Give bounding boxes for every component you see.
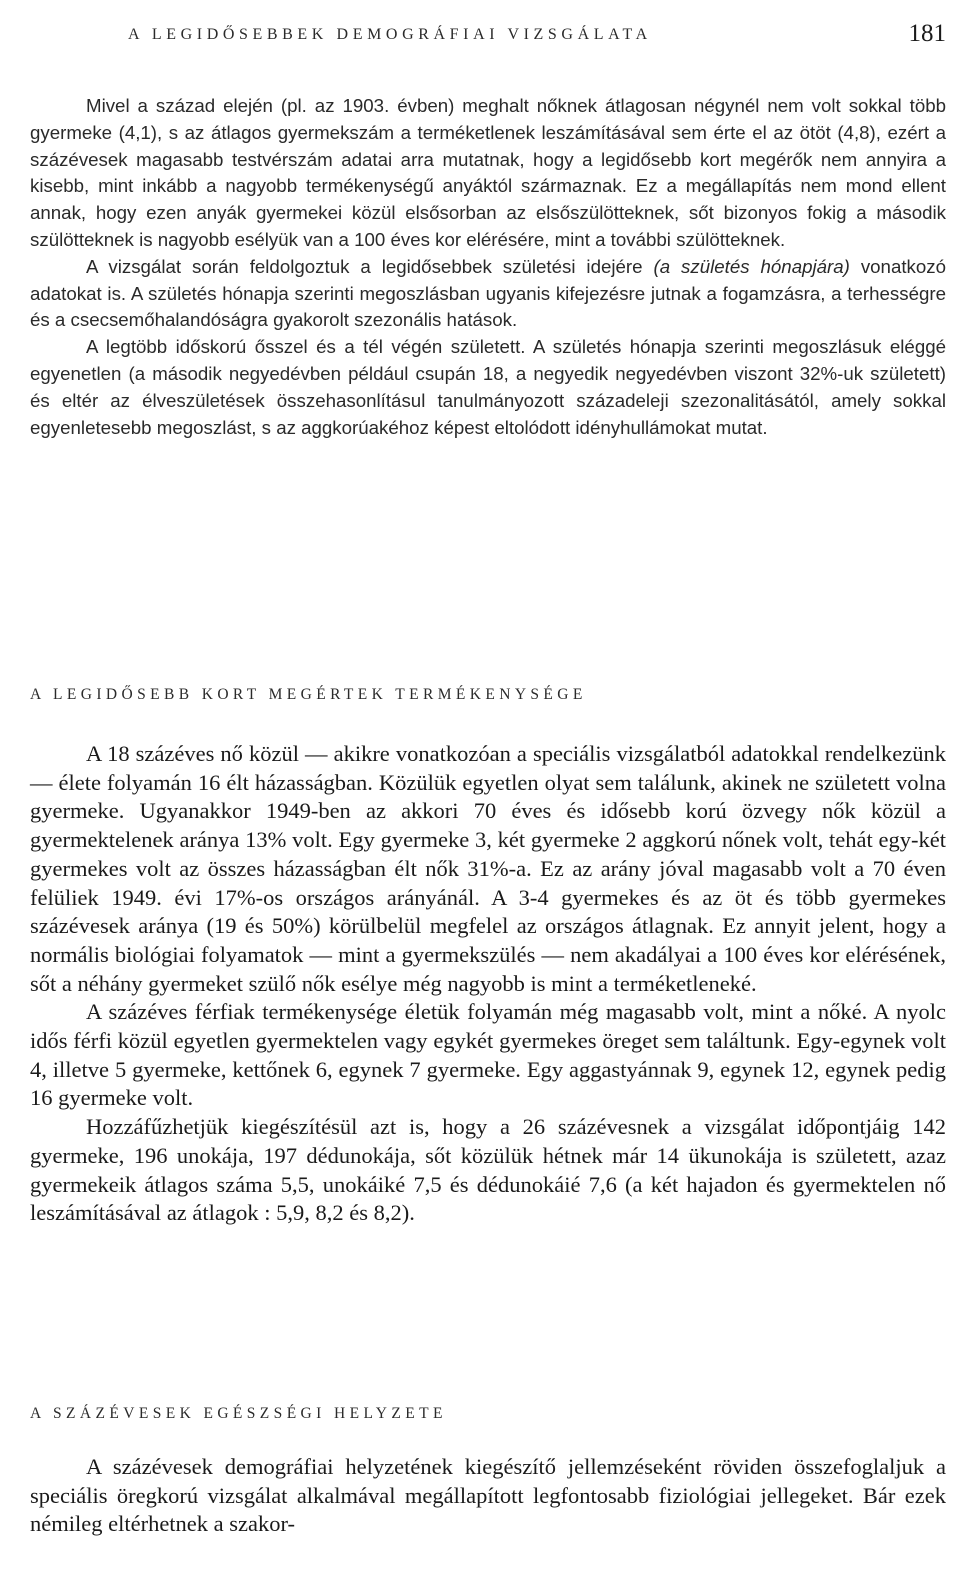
running-head — [30, 20, 946, 60]
paragraph: Mivel a század elején (pl. az 1903. évben) meghalt nőknek átlagosan négynél nem volt sokkal több gyermeke (4,1), s az átlagos gyermekszám a terméketlenek leszámításával sem érte el az ötöt (4,8), ezért a százévesek magasabb testvérszám adatai arra mutatnak, hogy a legidősebb kort megérők nem annyira a kisebb, mint inkább a nagyobb termékenységű anyáktól származnak. Ez a megállapítás nem mond ellent annak, hogy ezen anyák gyermekei közül elsősorban az elsőszülötteknek, sőt bizonyos fokig a második szülötteknek is nagyobb esélyük van a 100 éves kor elérésére, mint a további szülötteknek. — [30, 95, 946, 250]
body-section-health — [30, 1453, 946, 1539]
paragraph: A legtöbb időskorú ősszel és a tél végén született. A születés hónapja szerinti megoszlásuk eléggé egyenetlen (a második negyedévben például csupán 18, a negyedik negyedévben viszont 32%-uk született) és eltér az élveszületések összehasonlításul tanulmányozott századeleji szezonalitásától, amely sokkal egyenletesebb megoszlást, s az aggkorúakéhoz képest eltolódott idényhullámokat mutat. — [30, 336, 946, 438]
body-section-intro — [30, 93, 946, 441]
running-title: A LEGIDŐSEBBEK DEMOGRÁFIAI VIZSGÁLATA — [128, 26, 652, 43]
italic-text-run: (a születés hónapjára) — [653, 255, 850, 277]
paragraph: A 18 százéves nő közül — akikre vonatkozóan a speciális vizsgálatból adatokkal rendelkezünk — élete folyamán 16 élt házasságban. Közülük egyetlen olyat sem találunk, akinek ne született volna gyermeke. Ugyanakkor 1949-ben az akkori 70 éves és idősebb korú özvegy nők közül a gyermektelenek aránya 13% volt. Egy gyermeke 3, két gyermeke 2 aggkorú nőnek volt, tehát egy-két gyermekes volt az összes házasságban élt nők 31%-a. Ez az arány jóval magasabb volt a 70 éven felüliek 1949. évi 17%-os országos arányánál. A 3-4 gyermekes és az öt és több gyermekes százévesek aránya (19 és 50%) körülbelül megfelel az országos átlagnak. Ez annyit jelent, hogy a normális biológiai folyamatok — mint a gyermekszülés — nem akadályai a 100 éves kor elérésének, sőt a néhány gyermeket szülő nők esélye még nagyobb is mint a terméketleneké. — [30, 741, 946, 996]
page-number: 181 — [908, 20, 946, 47]
body-section-fertility — [30, 740, 946, 1228]
paragraph — [30, 254, 946, 334]
paragraph: Hozzáfűzhetjük kiegészítésül azt is, hogy a 26 százévesnek a vizsgálat időpontjáig 142 gyermeke, 196 unokája, 197 dédunokája, sőt közülük hétnek már 14 ükunokája is született, azaz gyermekeik átlagos száma 5,5, unokáiké 7,5 és dédunokáié 7,6 (a két hajadon és gyermektelen nő leszámításával az átlagok : 5,9, 8,2 és 8,2). — [30, 1114, 946, 1226]
text-run: vonatkozó adatokat is. A születés hónapja szerinti megoszlásban ugyanis kifejezésre jutnak a fogamzásra, a terhességre és a csecsemőhalandóságra gyakorolt szezonális hatások. — [30, 255, 947, 331]
section-heading: A LEGIDŐSEBB KORT MEGÉRTEK TERMÉKENYSÉGE — [30, 686, 587, 703]
document-page — [30, 20, 947, 1537]
text-run: A vizsgálat során feldolgoztuk a legidősebbek születési idejére — [86, 255, 654, 277]
paragraph: A százéves férfiak termékenysége életük folyamán még magasabb volt, mint a nőké. A nyolc idős férfi közül egyetlen gyermektelen vagy egykét gyermekes öreget sem találtunk. Egy-egynek volt 4, illetve 5 gyermeke, kettőnek 6, egynek 7 gyermeke. Egy aggastyánnak 9, egynek 12, egynek pedig 16 gyermeke volt. — [30, 999, 946, 1111]
paragraph: A százévesek demográfiai helyzetének kiegészítő jellemzéseként röviden összefoglaljuk a speciális öregkorú vizsgálat alkalmával megállapított legfontosabb fiziológiai jellegeket. Bár ezek némileg eltérhetnek a szakor- — [30, 1454, 946, 1537]
section-heading: A SZÁZÉVESEK EGÉSZSÉGI HELYZETE — [30, 1405, 447, 1422]
